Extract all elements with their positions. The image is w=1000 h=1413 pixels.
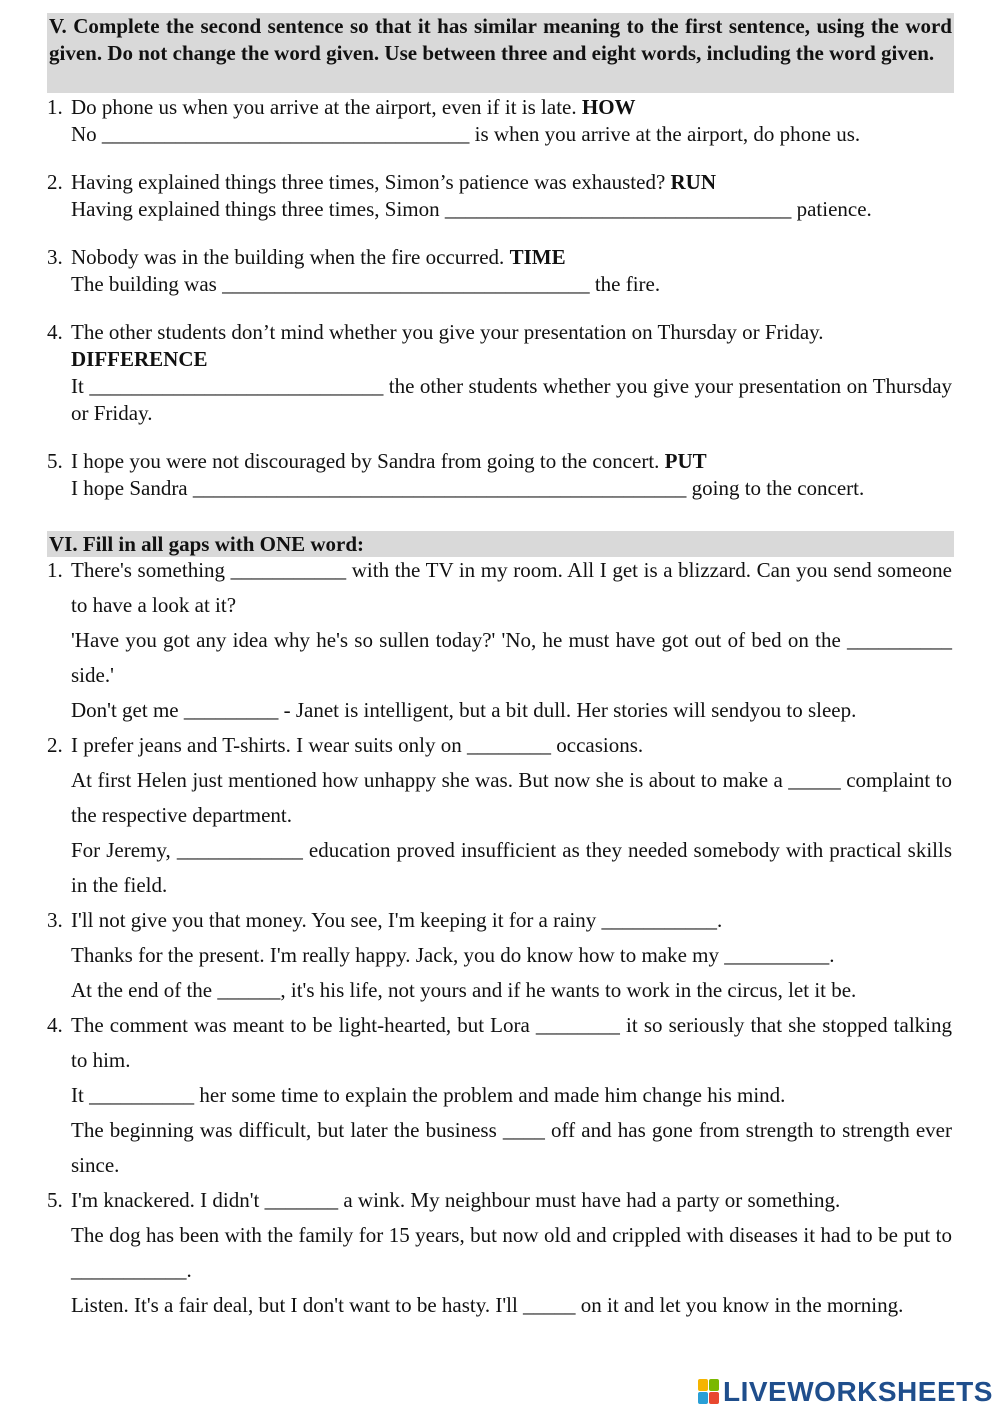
rewrite-end: the fire. (594, 272, 661, 296)
gap-sentence[interactable]: There's something ___________ with the TV in my room. All I get is a blizzard. Can you send someone to have a look at it? (71, 558, 952, 617)
gap-sentence[interactable]: At the end of the ______, it's his life, not yours and if he wants to work in the circus, let it be. (71, 978, 857, 1002)
original-sentence: The other students don’t mind whether you give your presentation on Thursday or Friday. (71, 320, 824, 344)
gap-sentence[interactable]: 'Have you got any idea why he's so sullen today?' 'No, he must have got out of bed on the __________ side.' (71, 628, 952, 687)
logo-blocks-icon (698, 1379, 720, 1405)
rewrite-start: It (71, 374, 84, 398)
gap-sentence[interactable]: I prefer jeans and T-shirts. I wear suits only on ________ occasions. (71, 733, 644, 757)
gap-sentence[interactable]: The dog has been with the family for 15 years, but now old and crippled with diseases it had to be put to ___________. (71, 1223, 952, 1282)
item-number: 2. (47, 733, 63, 757)
section-v-item-2 (47, 169, 952, 223)
gap-sentence[interactable]: Thanks for the present. I'm really happy. Jack, you do know how to make my __________. (71, 943, 835, 967)
gap-sentence[interactable]: It __________ her some time to explain the problem and made him change his mind. (71, 1083, 786, 1107)
rewrite-start: Having explained things three times, Simon (71, 197, 440, 221)
original-sentence: Do phone us when you arrive at the airport, even if it is late. (71, 95, 577, 119)
section-v-item-3 (47, 244, 952, 298)
section-vi-heading: VI. Fill in all gaps with ONE word: (47, 531, 954, 557)
logo-text: LIVEWORKSHEETS (723, 1376, 993, 1407)
item-number: 4. (47, 320, 63, 344)
rewrite-start: The building was (71, 272, 217, 296)
item-number: 1. (47, 95, 63, 119)
section-v-item-5 (47, 448, 952, 502)
keyword: DIFFERENCE (71, 347, 208, 371)
gap-sentence[interactable]: Listen. It's a fair deal, but I don't want to be hasty. I'll _____ on it and let you know in the morning. (71, 1293, 904, 1317)
original-sentence: Having explained things three times, Simon’s patience was exhausted? (71, 170, 666, 194)
item-number: 5. (47, 1188, 63, 1212)
rewrite-end: the other students whether you give your presentation on Thursday or Friday. (71, 374, 953, 425)
gap-sentence[interactable]: The beginning was difficult, but later the business ____ off and has gone from strength to strength ever since. (71, 1118, 952, 1177)
section-vi-item-3 (47, 903, 952, 1008)
liveworksheets-logo (698, 1377, 993, 1407)
item-number: 3. (47, 908, 63, 932)
answer-blank[interactable]: _______________________________________________ (192, 476, 687, 500)
gap-sentence[interactable]: For Jeremy, ____________ education proved insufficient as they needed somebody with practical skills in the field. (71, 838, 952, 897)
gap-sentence[interactable]: Don't get me _________ - Janet is intelligent, but a bit dull. Her stories will sendyou to sleep. (71, 698, 857, 722)
gap-sentence[interactable]: I'm knackered. I didn't _______ a wink. My neighbour must have had a party or something. (71, 1188, 841, 1212)
gap-sentence[interactable]: The comment was meant to be light-hearted, but Lora ________ it so seriously that she stopped talking to him. (71, 1013, 952, 1072)
rewrite-start: I hope Sandra (71, 476, 188, 500)
answer-blank[interactable]: _________________________________ (444, 197, 792, 221)
answer-blank[interactable]: ___________________________________ (222, 272, 590, 296)
original-sentence: I hope you were not discouraged by Sandra from going to the concert. (71, 449, 660, 473)
section-vi-item-5 (47, 1183, 952, 1323)
rewrite-start: No (71, 122, 97, 146)
item-number: 3. (47, 245, 63, 269)
section-vi-item-2 (47, 728, 952, 903)
section-vi-item-1 (47, 553, 952, 728)
section-v-item-1 (47, 94, 952, 148)
answer-blank[interactable]: ____________________________ (89, 374, 384, 398)
gap-sentence[interactable]: At first Helen just mentioned how unhappy she was. But now she is about to make a _____ complaint to the respective department. (71, 768, 952, 827)
section-v-item-4 (47, 319, 952, 427)
section-vi-list (47, 553, 952, 1323)
item-number: 2. (47, 170, 63, 194)
item-number: 4. (47, 1013, 63, 1037)
keyword: TIME (509, 245, 566, 269)
keyword: PUT (664, 449, 707, 473)
rewrite-end: patience. (796, 197, 872, 221)
section-v-heading: V. Complete the second sentence so that it has similar meaning to the first sentence, using the word given. Do not change the word given. Use between three and eight words, including the word given. (47, 13, 954, 93)
item-number: 1. (47, 558, 63, 582)
answer-blank[interactable]: ___________________________________ (101, 122, 470, 146)
keyword: HOW (581, 95, 636, 119)
rewrite-end: going to the concert. (691, 476, 865, 500)
gap-sentence[interactable]: I'll not give you that money. You see, I'm keeping it for a rainy ___________. (71, 908, 723, 932)
item-number: 5. (47, 449, 63, 473)
original-sentence: Nobody was in the building when the fire occurred. (71, 245, 505, 269)
keyword: RUN (670, 170, 717, 194)
section-vi-item-4 (47, 1008, 952, 1183)
rewrite-end: is when you arrive at the airport, do phone us. (474, 122, 861, 146)
